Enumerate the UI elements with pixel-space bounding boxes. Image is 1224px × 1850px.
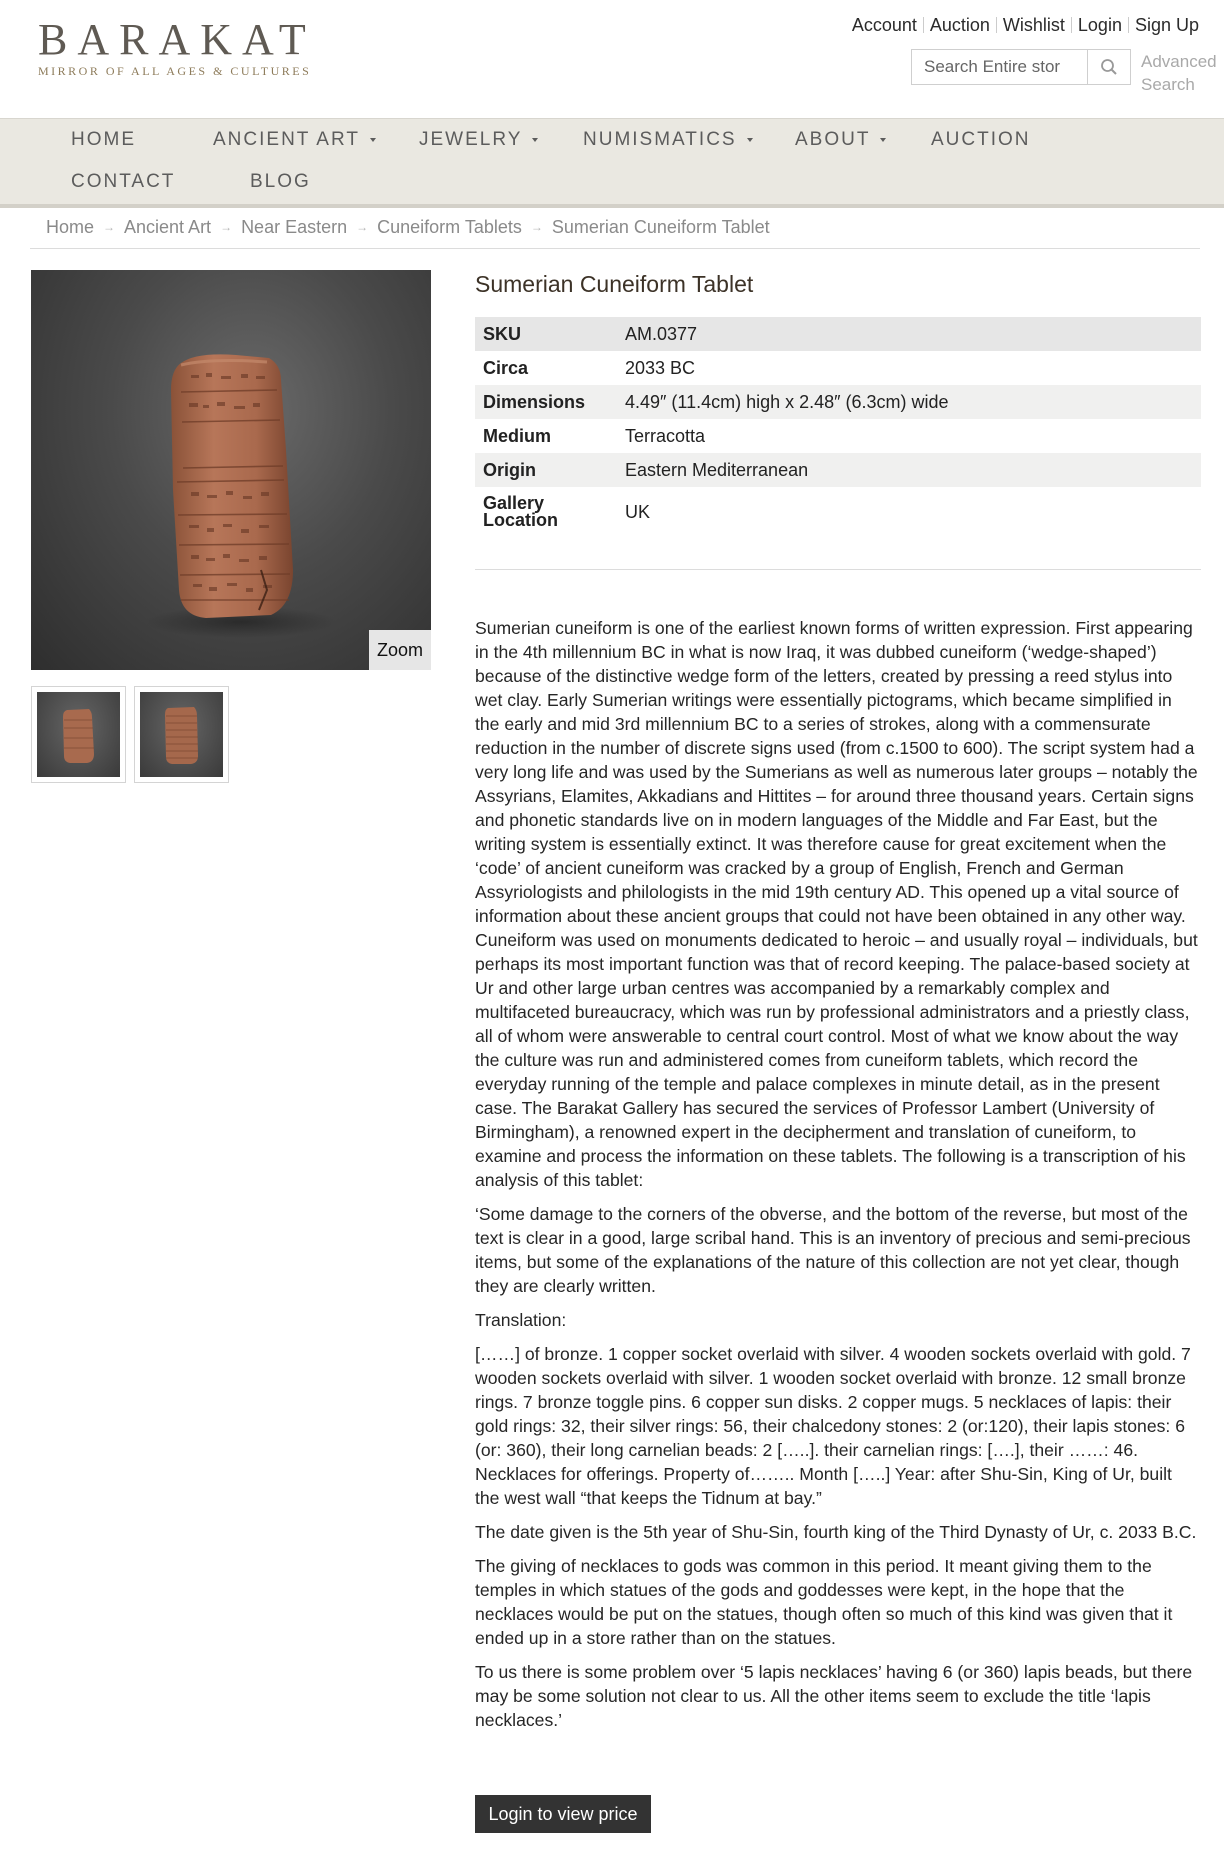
breadcrumb-current: Sumerian Cuneiform Tablet: [551, 217, 770, 237]
logo-tagline: MIRROR OF ALL AGES & CULTURES: [38, 64, 312, 78]
nav-numismatics[interactable]: [583, 129, 753, 151]
description-paragraph: [……] of bronze. 1 copper socket overlaid with silver. 4 wooden sockets overlaid with gold. 7 wooden sockets overlaid with silver. 1 wooden socket overlaid with bronze. 12 small bronze rings. 7 bronze toggle pins. 6 copper sun disks. 2 copper mugs. 5 necklaces of lapis: their gold rings: 32, their silver rings: 56, their chalcedony stones: 2 (or:120), their lapis stones: 6 (or: 360), their long carnelian beads: 2 […..]. their carnelian rings: [….], their ……: 46. Necklaces for offerings. Property of…….. Month […..] Year: after Shu-Sin, King of Ur, built the west wall “that keeps the Tidnum at bay.”: [475, 1344, 1191, 1508]
spec-row-origin: [475, 453, 1201, 487]
link-divider: [996, 17, 997, 33]
spec-row-dimensions: [475, 385, 1201, 419]
spec-row-circa: [475, 351, 1201, 385]
description-paragraph: ‘Some damage to the corners of the obverse, and the bottom of the reverse, but most of the text is clear in a good, large scribal hand. This is an inventory of precious and semi-precious items, but some of the explanations of the nature of this collection are not yet clear, though they are clearly written.: [475, 1204, 1191, 1296]
search-icon: [1100, 58, 1118, 76]
breadcrumb-home[interactable]: Home: [46, 217, 95, 237]
spec-value: UK: [625, 501, 651, 522]
nav-contact[interactable]: [71, 171, 175, 193]
chevron-down-icon: [747, 138, 753, 142]
nav-auction-label: AUCTION: [931, 129, 1031, 150]
nav-blog[interactable]: [250, 171, 311, 193]
description-paragraph: The date given is the 5th year of Shu-Sin, fourth king of the Third Dynasty of Ur, c. 2033 B.C.: [475, 1522, 1197, 1542]
signup-link[interactable]: Sign Up: [1134, 15, 1199, 35]
advanced-search-line1: Advanced: [1141, 52, 1217, 71]
breadcrumb-near-eastern[interactable]: Near Eastern: [241, 217, 348, 237]
chevron-down-icon: [532, 138, 538, 142]
link-divider: [923, 17, 924, 33]
spec-label-line1: Gallery: [483, 493, 545, 513]
login-link[interactable]: Login: [1077, 15, 1122, 35]
login-to-view-price-button[interactable]: Login to view price: [475, 1795, 651, 1833]
nav-blog-label: BLOG: [250, 171, 311, 192]
search-box: [911, 49, 1131, 85]
thumbnail-image: [140, 692, 223, 777]
spec-label: Circa: [483, 357, 529, 378]
advanced-search-link[interactable]: [1141, 50, 1223, 96]
nav-ancient-art-label: ANCIENT ART: [213, 129, 360, 150]
tablet-illustration: [31, 270, 431, 670]
nav-divider: [0, 204, 1224, 208]
nav-home-label: HOME: [71, 129, 136, 150]
spec-value: AM.0377: [617, 317, 1201, 351]
breadcrumb-ancient-art[interactable]: Ancient Art: [124, 217, 212, 237]
thumbnail-1[interactable]: [31, 686, 126, 783]
description-paragraph: Translation:: [475, 1310, 567, 1330]
thumbnail-2[interactable]: [134, 686, 229, 783]
spec-label: [475, 487, 617, 537]
spec-row-gallery-location: [475, 487, 1201, 537]
thumbnail-image: [37, 692, 120, 777]
description-paragraph: Cuneiform was used on monuments dedicated to heroic – and usually royal – individuals, but perhaps its most important function was that of record keeping. The palace-based society at Ur and other large urban centres was accompanied by a remarkably complex and multifaceted bureaucracy, which was run by professional administrators and a priestly class, all of whom were answerable to central court control. Most of what we know about the way the culture was run and administered comes from cuneiform tablets, which record the everyday running of the temple and palace complexes in minute detail, as in the present case. The Barakat Gallery has secured the services of Professor Lambert (University of Birmingham), a renowned expert in the decipherment and translation of cuneiform, to examine and process the information on these tablets. The following is a transcription of his analysis of this tablet:: [475, 930, 1198, 1190]
zoom-button[interactable]: Zoom: [369, 630, 431, 670]
arrow-right-icon: →: [103, 220, 116, 234]
auction-link[interactable]: Auction: [929, 15, 990, 35]
wishlist-link[interactable]: Wishlist: [1002, 15, 1065, 35]
product-main-image[interactable]: [31, 270, 431, 670]
spec-label: Medium: [483, 425, 552, 446]
link-divider: [1128, 17, 1129, 33]
spec-value: Eastern Mediterranean: [617, 453, 1201, 487]
spec-label: SKU: [475, 317, 617, 351]
arrow-right-icon: →: [356, 220, 369, 234]
spec-value: Terracotta: [625, 425, 706, 446]
advanced-search-line2: Search: [1141, 75, 1195, 94]
spec-label: Origin: [475, 453, 617, 487]
description-paragraph: The giving of necklaces to gods was common in this period. It meant giving them to the temples in which statues of the gods and goddesses were kept, in the hope that the necklaces would be put on the statues, though often so much of this kind was given that it ended up in a store rather than on the statues.: [475, 1556, 1173, 1648]
description-paragraph: To us there is some problem over ‘5 lapis necklaces’ having 6 (or 360) lapis beads, but there may be some solution not clear to us. All the other items seem to exclude the title ‘lapis necklaces.’: [475, 1662, 1193, 1730]
spec-label-line2: Location: [483, 510, 558, 530]
nav-jewelry-label: JEWELRY: [419, 129, 523, 150]
spec-row-sku: [475, 317, 1201, 351]
breadcrumb: [46, 217, 770, 238]
nav-about-label: ABOUT: [795, 129, 871, 150]
nav-ancient-art[interactable]: [213, 129, 376, 151]
description-paragraph: Sumerian cuneiform is one of the earliest known forms of written expression. First appearing in the 4th millennium BC in what is now Iraq, it was dubbed cuneiform (‘wedge-shaped’) because of the distinctive wedge form of the letters, created by pressing a reed stylus into wet clay. Early Sumerian writings were essentially pictograms, which became simplified in the early and mid 3rd millennium BC to a series of strokes, along with a commensurate reduction in the number of discrete signs used (from c.1500 to 600). The script system had a very long life and was used by the Sumerians as well as numerous later groups – notably the Assyrians, Elamites, Akkadians and Hittites – for around three thousand years. Certain signs and phonetic standards live on in modern languages of the Middle and Far East, but the writing system is essentially extinct. It was therefore cause for great excitement when the ‘code’ of ancient cuneiform was cracked by a group of English, French and German Assyriologists and philologists in the mid 19th century AD. This opened up a vital source of information about these ancient groups that could not have been obtained in any other way.: [475, 618, 1198, 926]
spec-value: 2033 BC: [625, 357, 696, 378]
main-nav: [0, 118, 1224, 205]
arrow-right-icon: →: [530, 220, 543, 234]
product-title: Sumerian Cuneiform Tablet: [475, 271, 754, 297]
link-divider: [1071, 17, 1072, 33]
chevron-down-icon: [880, 138, 886, 142]
nav-numismatics-label: NUMISMATICS: [583, 129, 737, 150]
logo-wordmark: BARAKAT: [38, 15, 316, 64]
search-button[interactable]: [1087, 50, 1130, 84]
nav-home[interactable]: [71, 129, 136, 151]
product-description: [475, 616, 1201, 1742]
chevron-down-icon: [370, 138, 376, 142]
search-input[interactable]: [912, 50, 1088, 84]
nav-jewelry[interactable]: [419, 129, 538, 151]
tablet-thumbnail-back: [140, 692, 223, 777]
site-logo[interactable]: [38, 15, 318, 79]
nav-about[interactable]: [795, 129, 886, 151]
specs-divider: [475, 569, 1201, 570]
nav-auction[interactable]: [931, 129, 1031, 151]
spec-row-medium: [475, 419, 1201, 453]
product-specs-table: [475, 317, 1201, 537]
breadcrumb-cuneiform-tablets[interactable]: Cuneiform Tablets: [377, 217, 522, 237]
spec-label: Dimensions: [475, 385, 617, 419]
spec-value: 4.49″ (11.4cm) high x 2.48″ (6.3cm) wide: [617, 385, 1201, 419]
tablet-thumbnail-front: [37, 692, 120, 777]
account-link[interactable]: Account: [851, 15, 917, 35]
arrow-right-icon: →: [220, 220, 233, 234]
breadcrumb-divider: [30, 248, 1200, 249]
nav-contact-label: CONTACT: [71, 171, 176, 192]
account-links: [852, 15, 1199, 36]
